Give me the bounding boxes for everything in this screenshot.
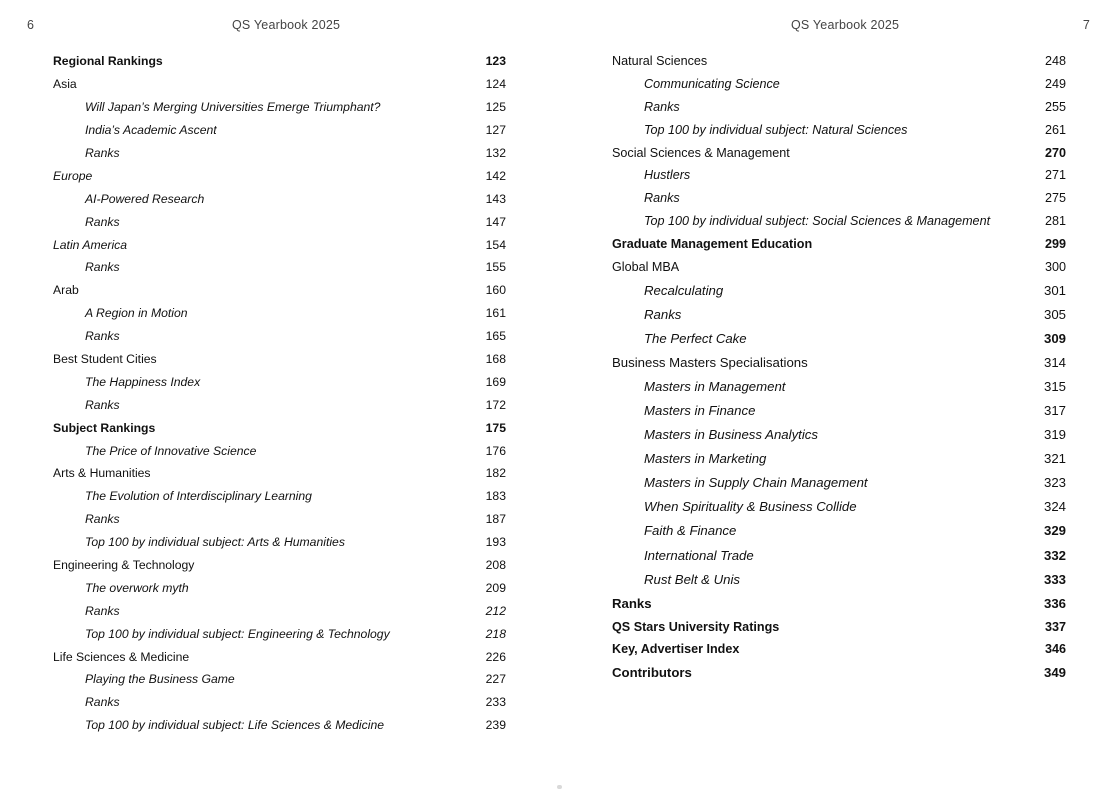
toc-entry-page-number: 239 xyxy=(485,718,506,733)
toc-entry-title: Ranks xyxy=(644,191,680,206)
toc-entry-title: Europe xyxy=(53,168,93,183)
toc-entry-page-number: 333 xyxy=(1043,571,1066,587)
toc-entry xyxy=(612,232,1066,255)
toc-entry-page-number: 154 xyxy=(485,237,506,252)
toc-entry-page-number: 187 xyxy=(485,512,506,527)
toc-entry xyxy=(612,374,1066,398)
toc-entry-page-number: 271 xyxy=(1044,168,1066,183)
toc-entry xyxy=(612,141,1066,164)
toc-entry-page-number: 349 xyxy=(1043,665,1066,681)
toc-entry xyxy=(53,50,506,73)
toc-entry-title: Business Masters Specialisations xyxy=(612,354,808,370)
toc-entry-page-number: 305 xyxy=(1043,306,1066,322)
toc-entry xyxy=(53,714,506,737)
toc-entry-title: Ranks xyxy=(85,214,120,229)
toc-entry-title: Life Sciences & Medicine xyxy=(53,649,190,664)
toc-entry-title: Top 100 by individual subject: Arts & Humanities xyxy=(85,535,345,550)
toc-entry-title: Ranks xyxy=(612,595,652,611)
toc-entry-page-number: 160 xyxy=(485,283,506,298)
toc-entry-title: Regional Rankings xyxy=(53,54,163,69)
toc-entry-page-number: 142 xyxy=(485,168,506,183)
toc-entry-title: Masters in Marketing xyxy=(644,451,767,467)
toc-entry-page-number: 275 xyxy=(1044,191,1066,206)
toc-entry xyxy=(612,519,1066,543)
toc-entry xyxy=(612,73,1066,96)
toc-entry-title: Latin America xyxy=(53,237,128,252)
toc-entry xyxy=(53,96,506,119)
toc-entry xyxy=(53,576,506,599)
toc-entry xyxy=(612,638,1066,661)
toc-entry-title: Key, Advertiser Index xyxy=(612,642,740,657)
toc-entry-title: Ranks xyxy=(85,397,120,412)
toc-entry xyxy=(612,543,1066,567)
toc-entry-page-number: 323 xyxy=(1043,475,1066,491)
toc-entry xyxy=(612,423,1066,447)
toc-entry-title: Global MBA xyxy=(612,259,680,274)
toc-entry-page-number: 161 xyxy=(485,306,506,321)
toc-entry-title: India’s Academic Ascent xyxy=(85,123,217,138)
toc-entry xyxy=(612,255,1066,278)
toc-entry xyxy=(53,554,506,577)
toc-entry-page-number: 248 xyxy=(1044,54,1066,69)
toc-entry-page-number: 301 xyxy=(1043,282,1066,298)
toc-entry-title: Ranks xyxy=(85,695,120,710)
toc-entry xyxy=(612,210,1066,233)
toc-entry-title: Natural Sciences xyxy=(612,54,708,69)
toc-entry-title: Faith & Finance xyxy=(644,523,737,539)
toc-entry xyxy=(612,495,1066,519)
toc-entry xyxy=(53,439,506,462)
toc-entry xyxy=(53,73,506,96)
toc-entry-page-number: 299 xyxy=(1044,236,1066,251)
toc-entry xyxy=(53,668,506,691)
toc-entry xyxy=(612,398,1066,422)
toc-entry-page-number: 261 xyxy=(1044,122,1066,137)
toc-entry-title: AI-Powered Research xyxy=(85,191,205,206)
toc-entry-title: Arab xyxy=(53,283,79,298)
toc-entry-page-number: 255 xyxy=(1044,99,1066,114)
toc-entry-page-number: 315 xyxy=(1043,378,1066,394)
running-head-left: QS Yearbook 2025 xyxy=(232,18,341,32)
toc-entry xyxy=(53,325,506,348)
toc-entry-title: Will Japan’s Merging Universities Emerge Triumphant? xyxy=(85,100,381,115)
toc-entry-title: Ranks xyxy=(85,146,120,160)
table-of-contents-left xyxy=(53,50,506,737)
toc-entry xyxy=(53,531,506,554)
toc-entry-page-number: 169 xyxy=(485,374,506,389)
toc-entry-page-number: 336 xyxy=(1043,595,1066,611)
toc-entry-page-number: 270 xyxy=(1044,145,1066,160)
toc-entry-page-number: 175 xyxy=(485,420,506,435)
toc-entry xyxy=(612,326,1066,350)
toc-entry-page-number: 300 xyxy=(1044,259,1066,274)
toc-entry xyxy=(612,118,1066,141)
toc-entry-title: Asia xyxy=(53,77,77,92)
toc-entry-page-number: 165 xyxy=(485,329,506,344)
toc-entry-title: Recalculating xyxy=(644,282,724,298)
toc-entry xyxy=(612,661,1066,685)
toc-entry xyxy=(53,210,506,233)
toc-entry-page-number: 176 xyxy=(485,443,506,458)
toc-entry-page-number: 324 xyxy=(1043,499,1066,515)
toc-entry-title: Ranks xyxy=(85,329,120,344)
toc-entry xyxy=(612,567,1066,591)
toc-entry-title: Ranks xyxy=(85,512,120,527)
toc-entry-title: Ranks xyxy=(85,260,120,275)
page-number-left: 6 xyxy=(27,18,35,32)
toc-entry-page-number: 208 xyxy=(485,558,506,573)
toc-entry xyxy=(612,471,1066,495)
toc-entry-page-number: 281 xyxy=(1044,213,1066,228)
toc-entry-title: Rust Belt & Unis xyxy=(644,571,741,587)
toc-entry xyxy=(53,599,506,622)
toc-entry-title: Communicating Science xyxy=(644,77,780,92)
toc-entry-title: Engineering & Technology xyxy=(53,558,195,573)
toc-entry-title: Graduate Management Education xyxy=(612,236,813,251)
toc-entry-page-number: 123 xyxy=(485,54,506,69)
toc-entry-page-number: 168 xyxy=(485,352,506,367)
toc-entry-title: QS Stars University Ratings xyxy=(612,619,780,634)
toc-entry-title: Subject Rankings xyxy=(53,420,156,435)
toc-entry xyxy=(53,416,506,439)
toc-entry-page-number: 147 xyxy=(485,214,506,229)
toc-entry-page-number: 317 xyxy=(1043,402,1066,418)
toc-entry xyxy=(612,302,1066,326)
toc-entry-title: Ranks xyxy=(85,603,120,618)
toc-entry-page-number: 218 xyxy=(485,626,506,641)
toc-entry-page-number: 319 xyxy=(1043,427,1066,443)
toc-entry-title: Best Student Cities xyxy=(53,352,157,367)
right-page xyxy=(560,0,1119,794)
toc-entry-title: The overwork myth xyxy=(85,580,189,595)
toc-entry xyxy=(53,645,506,668)
toc-entry-title: Masters in Supply Chain Management xyxy=(644,475,868,491)
toc-entry-title: A Region in Motion xyxy=(85,306,188,321)
toc-entry xyxy=(53,302,506,325)
toc-entry-page-number: 155 xyxy=(485,260,506,275)
toc-entry-page-number: 143 xyxy=(485,191,506,206)
toc-entry-title: Top 100 by individual subject: Engineering & Technology xyxy=(85,626,390,641)
toc-entry xyxy=(53,393,506,416)
toc-entry xyxy=(53,508,506,531)
toc-entry-title: The Happiness Index xyxy=(85,374,201,389)
toc-entry xyxy=(53,348,506,371)
toc-entry-page-number: 182 xyxy=(485,466,506,481)
toc-entry xyxy=(53,256,506,279)
toc-entry-title: When Spirituality & Business Collide xyxy=(644,499,857,515)
toc-entry-title: Top 100 by individual subject: Social Sciences & Management xyxy=(644,213,991,228)
toc-entry xyxy=(612,50,1066,73)
toc-entry xyxy=(53,370,506,393)
toc-entry-page-number: 132 xyxy=(485,146,506,160)
toc-entry-title: The Perfect Cake xyxy=(644,330,747,346)
toc-entry-title: Social Sciences & Management xyxy=(612,145,790,160)
toc-entry xyxy=(612,615,1066,638)
toc-entry-title: Top 100 by individual subject: Natural Sciences xyxy=(644,122,908,137)
toc-entry-title: Hustlers xyxy=(644,168,691,183)
toc-entry xyxy=(53,691,506,714)
toc-entry-page-number: 314 xyxy=(1043,354,1066,370)
toc-entry xyxy=(53,233,506,256)
toc-entry xyxy=(612,447,1066,471)
toc-entry-page-number: 337 xyxy=(1044,619,1066,634)
toc-entry xyxy=(612,187,1066,210)
toc-entry xyxy=(53,142,506,165)
running-head-right: QS Yearbook 2025 xyxy=(791,18,900,32)
toc-entry-title: Top 100 by individual subject: Life Sciences & Medicine xyxy=(85,718,384,733)
toc-entry-page-number: 212 xyxy=(485,603,506,618)
toc-entry-title: The Price of Innovative Science xyxy=(85,443,257,458)
toc-entry-page-number: 127 xyxy=(485,123,506,138)
toc-entry-page-number: 124 xyxy=(485,77,506,92)
toc-entry xyxy=(53,279,506,302)
toc-entry xyxy=(612,278,1066,302)
toc-entry xyxy=(612,96,1066,119)
toc-entry xyxy=(612,591,1066,615)
toc-entry xyxy=(53,485,506,508)
toc-entry xyxy=(53,622,506,645)
toc-entry-page-number: 227 xyxy=(485,672,506,687)
page-number-right: 7 xyxy=(1082,18,1090,32)
toc-entry-title: Arts & Humanities xyxy=(53,466,151,481)
toc-entry xyxy=(53,164,506,187)
toc-entry-title: International Trade xyxy=(644,547,754,563)
toc-entry-page-number: 183 xyxy=(485,489,506,504)
toc-entry-page-number: 249 xyxy=(1044,77,1066,92)
toc-entry-title: Contributors xyxy=(612,665,692,681)
toc-entry-title: Ranks xyxy=(644,306,682,322)
toc-entry-page-number: 329 xyxy=(1043,523,1066,539)
toc-entry-page-number: 346 xyxy=(1044,642,1066,657)
toc-entry xyxy=(612,164,1066,187)
toc-entry-page-number: 172 xyxy=(485,397,506,412)
toc-entry-page-number: 332 xyxy=(1043,547,1066,563)
table-of-contents-right xyxy=(612,50,1066,685)
toc-entry-page-number: 209 xyxy=(485,580,506,595)
toc-entry xyxy=(53,119,506,142)
toc-entry-page-number: 193 xyxy=(485,535,506,550)
toc-entry-title: The Evolution of Interdisciplinary Learning xyxy=(85,489,312,504)
toc-entry xyxy=(53,187,506,210)
toc-entry xyxy=(53,462,506,485)
toc-entry-page-number: 125 xyxy=(485,100,506,115)
toc-entry-page-number: 309 xyxy=(1043,330,1066,346)
gutter-dot xyxy=(557,785,562,789)
toc-entry xyxy=(612,350,1066,374)
toc-entry-page-number: 233 xyxy=(485,695,506,710)
toc-entry-title: Playing the Business Game xyxy=(85,672,235,687)
toc-entry-page-number: 226 xyxy=(485,649,506,664)
toc-entry-title: Masters in Management xyxy=(644,378,786,394)
toc-entry-title: Ranks xyxy=(644,99,680,114)
toc-entry-page-number: 321 xyxy=(1043,451,1066,467)
toc-entry-title: Masters in Finance xyxy=(644,402,756,418)
toc-entry-title: Masters in Business Analytics xyxy=(644,427,818,443)
